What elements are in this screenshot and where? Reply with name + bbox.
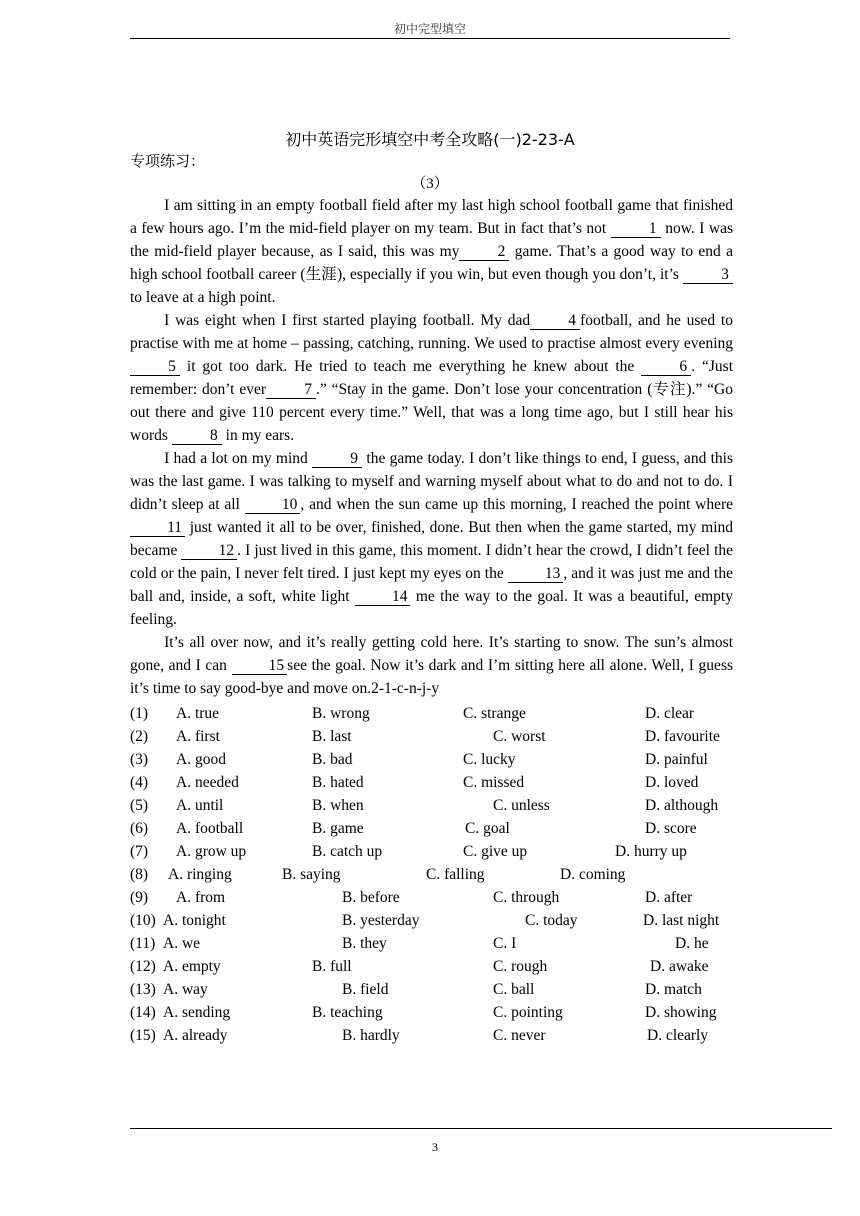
blank-9: 9 xyxy=(312,450,362,468)
option-d: D. showing xyxy=(645,1004,717,1021)
passage-text: . I just lived in this game, this moment. I didn’t hear the crowd, I didn’t feel the cold or the pain, I never felt tired. I just kept my eyes on the xyxy=(130,542,734,582)
option-c: C. goal xyxy=(465,820,510,837)
question-number: (3) xyxy=(130,751,149,768)
blank-5: 5 xyxy=(130,358,180,376)
option-b: B. full xyxy=(312,958,352,975)
option-row-11 xyxy=(130,932,750,955)
question-number: (8) xyxy=(130,866,149,883)
option-a: A. until xyxy=(176,797,224,814)
blank-1: 1 xyxy=(611,220,661,238)
option-d: D. coming xyxy=(560,866,626,883)
option-row-3 xyxy=(130,748,750,771)
option-row-14 xyxy=(130,1001,750,1024)
section-label: 专项练习： xyxy=(130,152,206,170)
option-a: A. already xyxy=(163,1027,228,1044)
option-a: A. from xyxy=(176,889,226,906)
option-b: B. wrong xyxy=(312,705,370,722)
option-b: B. when xyxy=(312,797,364,814)
blank-14: 14 xyxy=(355,588,411,606)
option-b: B. catch up xyxy=(312,843,383,860)
option-a: A. way xyxy=(163,981,208,998)
question-number: (15) xyxy=(130,1027,156,1044)
option-row-9 xyxy=(130,886,750,909)
option-a: A. needed xyxy=(176,774,239,791)
blank-3: 3 xyxy=(683,266,733,284)
option-row-2 xyxy=(130,725,750,748)
option-c: C. worst xyxy=(493,728,546,745)
passage-text: see the goal. Now it’s dark and I’m sitting here all alone. Well, I guess it’s time to say good-bye and move on.2-1-c-n-j-y xyxy=(130,657,734,697)
option-b: B. game xyxy=(312,820,364,837)
option-c: C. strange xyxy=(463,705,526,722)
blank-7: 7 xyxy=(266,381,316,399)
option-b: B. they xyxy=(342,935,387,952)
question-number: (4) xyxy=(130,774,149,791)
option-b: B. hated xyxy=(312,774,364,791)
option-c: C. rough xyxy=(493,958,548,975)
option-b: B. yesterday xyxy=(342,912,420,929)
blank-2: 2 xyxy=(459,243,509,261)
option-a: A. first xyxy=(176,728,220,745)
passage-text: me the way to the goal. It was a beautiful, empty feeling. xyxy=(130,588,733,628)
option-b: B. last xyxy=(312,728,352,745)
passage-paragraph xyxy=(130,194,733,309)
option-row-6 xyxy=(130,817,750,840)
passage-text: to leave at a high point. xyxy=(130,289,276,306)
passage-paragraph xyxy=(130,309,733,447)
passage-text: I am sitting in an empty football field after my last high school football game that finished a few hours ago. I’m the mid-field player on my team. But in fact that’s not xyxy=(130,197,733,237)
question-number: (1) xyxy=(130,705,149,722)
page-header: 初中完型填空 xyxy=(393,22,466,36)
option-d: D. he xyxy=(675,935,709,952)
option-row-4 xyxy=(130,771,750,794)
blank-6: 6 xyxy=(641,358,691,376)
question-number: (7) xyxy=(130,843,149,860)
option-d: D. score xyxy=(645,820,697,837)
option-d: D. hurry up xyxy=(615,843,687,860)
question-number: (6) xyxy=(130,820,149,837)
option-d: D. favourite xyxy=(645,728,720,745)
option-d: D. after xyxy=(645,889,693,906)
blank-4: 4 xyxy=(530,312,580,330)
passage-text: in my ears. xyxy=(221,427,295,444)
blank-10: 10 xyxy=(245,496,301,514)
footer-divider xyxy=(130,1128,832,1129)
passage-text: I was eight when I first started playing football. My dad xyxy=(164,312,531,329)
blank-13: 13 xyxy=(508,565,564,583)
question-number: (2) xyxy=(130,728,149,745)
passage-text: the game today. I don’t like things to end, I guess, and this was the last game. I was talking to myself and warning myself about what to do and not to do. I didn’t sleep at all xyxy=(130,450,734,513)
blank-11: 11 xyxy=(130,519,185,537)
option-b: B. field xyxy=(342,981,389,998)
option-d: D. painful xyxy=(645,751,708,768)
question-number: (12) xyxy=(130,958,156,975)
option-c: C. through xyxy=(493,889,560,906)
passage-number: （3） xyxy=(411,176,449,192)
answer-options xyxy=(130,702,750,1047)
option-d: D. clear xyxy=(645,705,695,722)
question-number: (11) xyxy=(130,935,156,952)
passage-paragraph xyxy=(130,447,733,631)
question-number: (5) xyxy=(130,797,149,814)
option-c: C. ball xyxy=(493,981,535,998)
option-row-13 xyxy=(130,978,750,1001)
passage-text: football, and he used to practise with me at home – passing, catching, running. We used to practise almost every evening xyxy=(130,312,733,352)
passage-text: game. That’s a good way to end a high school football career (生涯), especially if you win, but even though you don’t, it’s xyxy=(130,243,733,283)
option-c: C. never xyxy=(493,1027,546,1044)
option-d: D. clearly xyxy=(647,1027,709,1044)
option-c: C. give up xyxy=(463,843,528,860)
option-c: C. pointing xyxy=(493,1004,563,1021)
option-d: D. match xyxy=(645,981,702,998)
passage-text: I had a lot on my mind xyxy=(164,450,313,467)
option-b: B. before xyxy=(342,889,400,906)
option-d: D. loved xyxy=(645,774,699,791)
document-title: 初中英语完形填空中考全攻略(一)2-23-A xyxy=(285,130,575,149)
question-number: (10) xyxy=(130,912,156,929)
option-a: A. football xyxy=(176,820,244,837)
option-row-15 xyxy=(130,1024,750,1047)
passage-text: It’s all over now, and it’s really getting cold here. It’s starting to snow. The sun’s almost gone, and I can xyxy=(130,634,733,674)
option-c: C. I xyxy=(493,935,517,952)
passage-text: , and when the sun came up this morning, I reached the point where xyxy=(300,496,733,513)
question-number: (13) xyxy=(130,981,156,998)
option-b: B. hardly xyxy=(342,1027,400,1044)
option-a: A. ringing xyxy=(168,866,232,883)
option-row-10 xyxy=(130,909,750,932)
option-a: A. sending xyxy=(163,1004,231,1021)
passage-text: , and it was just me and the ball and, inside, a soft, white light xyxy=(130,565,733,605)
passage-text: now. I was the mid-field player because, as I said, this was my xyxy=(130,220,733,260)
passage-text: . “Just remember: don’t ever xyxy=(130,358,733,398)
option-c: C. missed xyxy=(463,774,525,791)
option-a: A. tonight xyxy=(163,912,226,929)
option-c: C. falling xyxy=(426,866,485,883)
option-a: A. true xyxy=(176,705,220,722)
page-number: 3 xyxy=(432,1140,438,1154)
option-c: C. unless xyxy=(493,797,550,814)
option-row-5 xyxy=(130,794,750,817)
passage-paragraph xyxy=(130,631,733,700)
header-divider xyxy=(130,38,730,39)
option-a: A. grow up xyxy=(176,843,247,860)
option-b: B. bad xyxy=(312,751,353,768)
option-c: C. lucky xyxy=(463,751,516,768)
passage-text: it got too dark. He tried to teach me everything he knew about the xyxy=(180,358,642,375)
option-row-7 xyxy=(130,840,750,863)
option-d: D. last night xyxy=(643,912,720,929)
option-c: C. today xyxy=(525,912,578,929)
option-a: A. good xyxy=(176,751,226,768)
blank-8: 8 xyxy=(172,427,222,445)
option-b: B. saying xyxy=(282,866,341,883)
option-row-8 xyxy=(130,863,750,886)
option-d: D. although xyxy=(645,797,719,814)
question-number: (9) xyxy=(130,889,149,906)
passage-text: .” “Stay in the game. Don’t lose your concentration (专注).” “Go out there and give 110 percent every time.” Well, that was a long time ago, but I still hear his words xyxy=(130,381,733,444)
question-number: (14) xyxy=(130,1004,156,1021)
option-d: D. awake xyxy=(650,958,709,975)
option-row-12 xyxy=(130,955,750,978)
option-b: B. teaching xyxy=(312,1004,383,1021)
cloze-passage xyxy=(130,194,733,700)
option-a: A. empty xyxy=(163,958,221,975)
blank-15: 15 xyxy=(232,657,288,675)
option-row-1 xyxy=(130,702,750,725)
blank-12: 12 xyxy=(181,542,237,560)
option-a: A. we xyxy=(163,935,201,952)
passage-text: just wanted it all to be over, finished, done. But then when the game started, my mind became xyxy=(130,519,733,559)
